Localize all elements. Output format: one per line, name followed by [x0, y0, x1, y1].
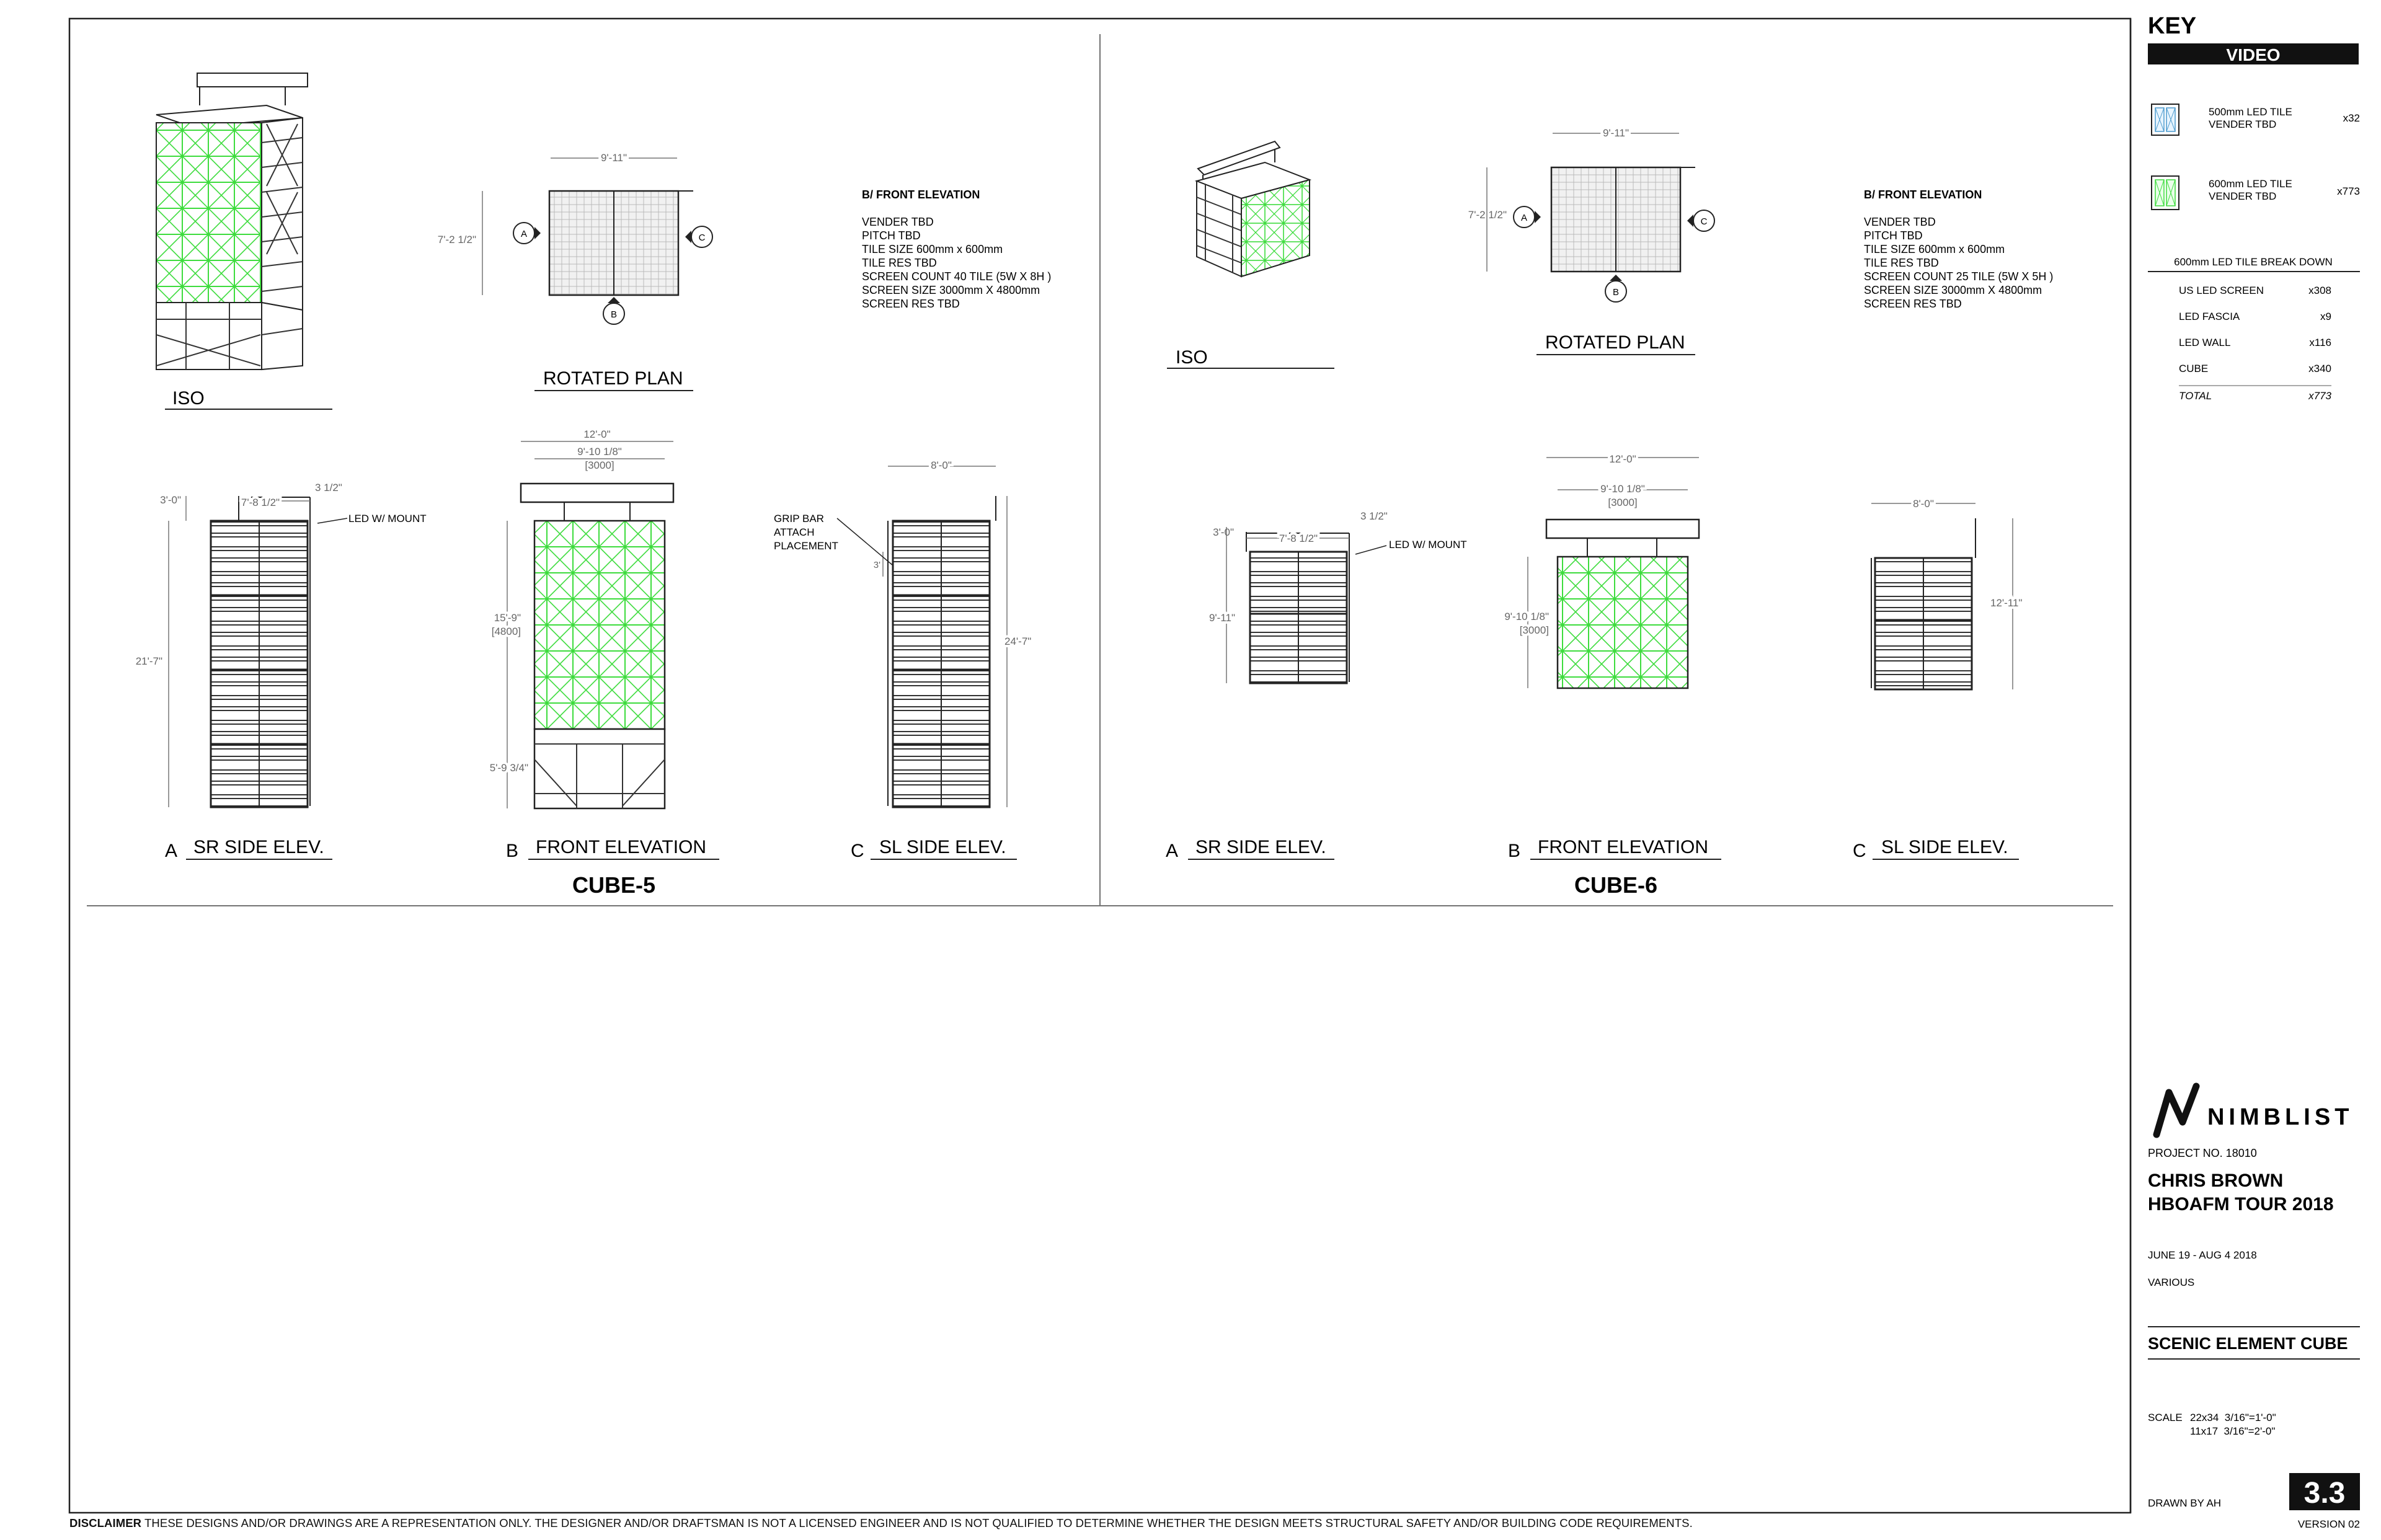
cube6-note-2: PITCH TBD: [1864, 229, 1923, 242]
logo-wordmark: NIMBLIST: [2207, 1104, 2354, 1130]
cube5-note-4: TILE RES TBD: [862, 257, 937, 269]
cube6-front-label: FRONT ELEVATION: [1538, 837, 1709, 857]
project-number: PROJECT NO. 18010: [2148, 1147, 2257, 1159]
led-tile-500-icon: [2152, 104, 2179, 135]
key-video-label: VIDEO: [2226, 45, 2281, 64]
cube6-note-4: TILE RES TBD: [1864, 257, 1939, 269]
version: VERSION 02: [2297, 1518, 2360, 1530]
scale-22x34: 22x34 3/16"=1'-0": [2190, 1412, 2276, 1423]
breakdown-title: 600mm LED TILE BREAK DOWN: [2174, 256, 2333, 268]
cube5-sl-side-elevation: [774, 459, 1031, 861]
cube6-plan-depth: 7'-2 1/2": [1468, 209, 1507, 221]
led-tile-500-vendor: VENDER TBD: [2209, 118, 2277, 130]
key-title: KEY: [2148, 13, 2197, 39]
cube6-sr-letter: A: [1166, 841, 1179, 861]
cube5-sr-led-note: LED W/ MOUNT: [348, 513, 427, 524]
cube6-sl-letter: C: [1853, 841, 1866, 861]
cube6-sl-width-dim: 8'-0": [1913, 498, 1934, 510]
cube6-note-6: SCREEN SIZE 3000mm X 4800mm: [1864, 284, 2042, 296]
cube6-front-overall-dim: 12'-0": [1609, 453, 1636, 465]
cube6-notes: [1864, 188, 2053, 310]
cube5-front-screen-h-mm: [4800]: [491, 626, 521, 637]
cube5-front-label: FRONT ELEVATION: [536, 837, 707, 857]
breakdown-value-4: x340: [2308, 363, 2331, 374]
cube5-sl-label: SL SIDE ELEV.: [879, 837, 1006, 857]
cube5-sl-letter: C: [851, 841, 864, 861]
cube5-sl-note-1: GRIP BAR: [774, 513, 824, 524]
cube6-sl-label: SL SIDE ELEV.: [1881, 837, 2008, 857]
cube5-sr-label: SR SIDE ELEV.: [193, 837, 324, 857]
drawn-by: DRAWN BY AH: [2148, 1497, 2222, 1509]
disclaimer-label: DISCLAIMER: [69, 1516, 142, 1529]
disclaimer-text: THESE DESIGNS AND/OR DRAWINGS ARE A REPRESENTATION ONLY. THE DESIGNER AND/OR DRAFTSMAN IS NOT A LICENSED ENGINEER AND IS NOT QUALIFIED TO DETERMINE WHETHER THE DESIGN MEETS STRUCTURAL SAFETY AND/OR BUILDING CODE REQUIREMENTS.: [144, 1516, 1693, 1529]
disclaimer: [69, 1516, 1693, 1530]
led-tile-600-name: 600mm LED TILE: [2209, 178, 2292, 190]
cube5-sr-side-elevation: [136, 482, 427, 861]
cube5-plan-marker-a: A: [520, 229, 528, 239]
cube5-sr-offset-dim: 3 1/2": [315, 482, 342, 493]
cube5-sr-width-dim: 7'-8 1/2": [241, 497, 280, 508]
cube5-front-elevation: [490, 428, 719, 898]
breakdown-label-1: US LED SCREEN: [2179, 285, 2264, 296]
cube6-iso-label: ISO: [1176, 347, 1208, 368]
sheet-number: 3.3: [2303, 1477, 2346, 1510]
cube6-name: CUBE-6: [1574, 872, 1658, 898]
cube5-note-3: TILE SIZE 600mm x 600mm: [862, 243, 1003, 255]
cube5-plan-width: 9'-11": [600, 152, 627, 164]
cube5-front-screen-w-mm: [3000]: [585, 459, 614, 471]
cube5-plan-marker-c: C: [698, 232, 706, 243]
nimblist-logo-icon: [2157, 1086, 2196, 1135]
sheet-title: SCENIC ELEMENT CUBE: [2148, 1334, 2348, 1353]
cube5-front-base-dim: 5'-9 3/4": [489, 762, 528, 774]
cube5-note-2: PITCH TBD: [862, 229, 921, 242]
cube5-sr-height-dim: 21'-7": [135, 655, 162, 667]
cube6-sr-led-note: LED W/ MOUNT: [1389, 539, 1467, 551]
cube6-sl-side-elevation: [1853, 498, 2023, 861]
led-tile-600-icon: [2152, 176, 2179, 210]
breakdown-value-3: x116: [2309, 337, 2331, 348]
cube6-front-screen-w: 9'-10 1/8": [1600, 483, 1645, 495]
cube5-note-5: SCREEN COUNT 40 TILE (5W X 8H ): [862, 270, 1052, 283]
cube6-plan-label: ROTATED PLAN: [1545, 332, 1685, 353]
led-tile-600-vendor: VENDER TBD: [2209, 190, 2277, 202]
project-venue: VARIOUS: [2148, 1277, 2195, 1288]
cube6-sr-label: SR SIDE ELEV.: [1195, 837, 1326, 857]
breakdown-total-label: TOTAL: [2179, 390, 2212, 402]
cube6-front-screen-w-mm: [3000]: [1608, 497, 1638, 508]
cube6-front-elevation: [1504, 453, 1721, 898]
cube6-note-1: VENDER TBD: [1864, 216, 1936, 228]
scale-11x17: 11x17 3/16"=2'-0": [2190, 1425, 2276, 1437]
cube5-sr-letter: A: [165, 841, 178, 861]
breakdown-label-2: LED FASCIA: [2179, 311, 2240, 322]
breakdown-value-1: x308: [2308, 285, 2331, 296]
project-title-line2: HBOAFM TOUR 2018: [2148, 1194, 2334, 1215]
cube6-sr-width-dim: 7'-8 1/2": [1279, 533, 1318, 544]
cube6-sl-height-dim: 12'-11": [1990, 597, 2023, 609]
cube5-sl-width-dim: 8'-0": [931, 459, 952, 471]
breakdown-label-4: CUBE: [2179, 363, 2209, 374]
cube6-front-screen-h-mm: [3000]: [1519, 624, 1549, 636]
cube6-front-letter: B: [1508, 841, 1521, 861]
cube5-sl-note-3: PLACEMENT: [774, 540, 838, 552]
cube6-plan-marker-a: A: [1520, 213, 1528, 223]
cube6-sr-offset-dim: 3 1/2": [1360, 510, 1388, 522]
cube5-rotated-plan: [438, 152, 712, 391]
cube6-front-screen-h: 9'-10 1/8": [1504, 611, 1549, 622]
cube5-plan-depth: 7'-2 1/2": [437, 234, 476, 246]
cube5-note-6: SCREEN SIZE 3000mm X 4800mm: [862, 284, 1040, 296]
led-tile-500-name: 500mm LED TILE: [2209, 106, 2292, 118]
breakdown-label-3: LED WALL: [2179, 337, 2231, 348]
key-panel: [2148, 13, 2360, 402]
led-tile-500-count: x32: [2343, 112, 2360, 124]
cube5-sl-grip-dim: 3': [873, 560, 880, 570]
cube5-note-7: SCREEN RES TBD: [862, 298, 960, 310]
cube6-iso-view: [1167, 141, 1334, 368]
cube5-plan-label: ROTATED PLAN: [543, 368, 683, 389]
title-block: [2148, 1086, 2360, 1530]
cube6-sr-top-dim: 3'-0": [1213, 526, 1234, 538]
cube5-front-screen-w: 9'-10 1/8": [577, 446, 622, 458]
cube6-plan-marker-c: C: [1700, 216, 1708, 227]
cube5-iso-label: ISO: [172, 388, 205, 409]
cube5-front-overall-dim: 12'-0": [583, 428, 611, 440]
cube5-sl-note-2: ATTACH: [774, 526, 815, 538]
cube6-note-3: TILE SIZE 600mm x 600mm: [1864, 243, 2005, 255]
cube5-front-screen-h: 15'-9": [494, 612, 521, 624]
cube6-note-5: SCREEN COUNT 25 TILE (5W X 5H ): [1864, 270, 2054, 283]
cube6-sr-side-elevation: [1166, 510, 1467, 861]
cube6-note-7: SCREEN RES TBD: [1864, 298, 1962, 310]
cube5-note-1: VENDER TBD: [862, 216, 934, 228]
cube6-plan-width: 9'-11": [1602, 127, 1629, 139]
cube5-iso-view: [156, 73, 332, 409]
cube6-notes-title: B/ FRONT ELEVATION: [1864, 188, 1982, 201]
cube6-sr-height-dim: 9'-11": [1208, 612, 1235, 624]
led-tile-600-count: x773: [2337, 185, 2360, 197]
scale-label: SCALE: [2148, 1412, 2183, 1423]
cube5-notes-title: B/ FRONT ELEVATION: [862, 188, 980, 201]
cube5-sl-height-dim: 24'-7": [1004, 635, 1032, 647]
cube5-name: CUBE-5: [572, 872, 656, 898]
cube5-notes: [862, 188, 1051, 310]
project-title-line1: CHRIS BROWN: [2148, 1170, 2284, 1191]
cube5-front-letter: B: [506, 841, 519, 861]
cube5-sr-top-dim: 3'-0": [160, 494, 181, 506]
cube5-plan-marker-b: B: [610, 309, 618, 320]
project-dates: JUNE 19 - AUG 4 2018: [2148, 1249, 2257, 1261]
breakdown-total-value: x773: [2308, 390, 2331, 402]
breakdown-value-2: x9: [2320, 311, 2331, 322]
cube6-plan-marker-b: B: [1612, 287, 1620, 298]
cube6-rotated-plan: [1468, 127, 1714, 355]
